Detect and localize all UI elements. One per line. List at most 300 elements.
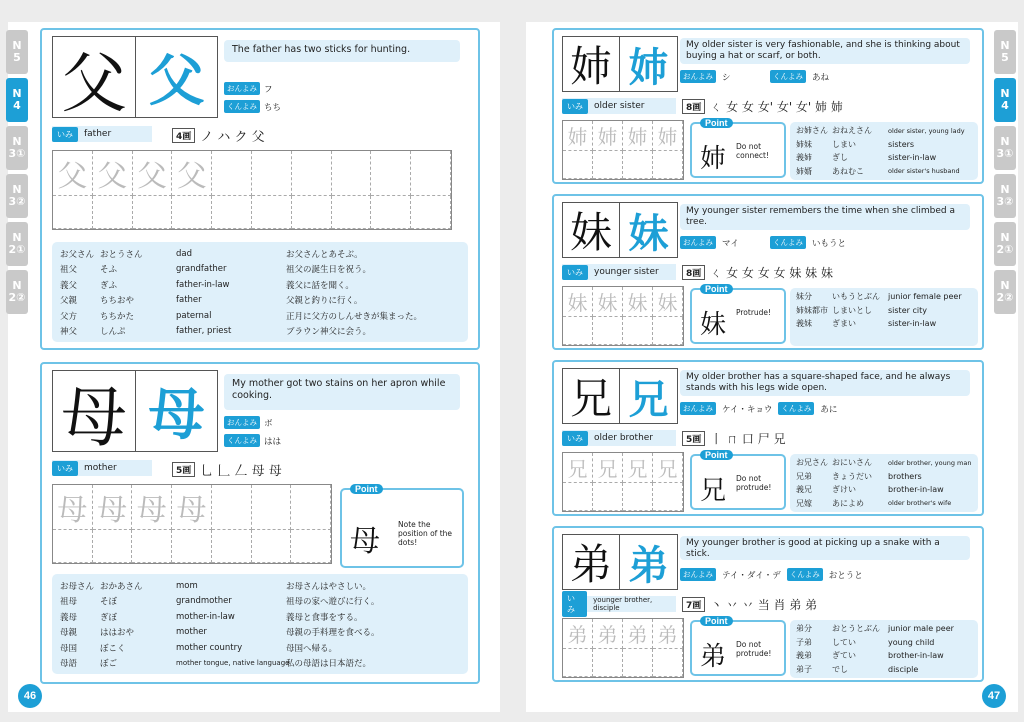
vocab-reading: そふ (100, 265, 118, 276)
readings (680, 236, 846, 249)
vocab-meaning: paternal (176, 310, 212, 321)
vocab-meaning: father-in-law (176, 279, 230, 290)
practice-cell[interactable] (291, 530, 331, 563)
practice-cell[interactable] (93, 530, 133, 563)
vocab-meaning: older sister's husband (888, 167, 960, 176)
practice-cell[interactable]: 父 (53, 151, 93, 196)
mnemonic-illustration: 母 (136, 370, 218, 452)
vocab-example: 父親と釣りに行く。 (286, 296, 363, 307)
point-title: Point (700, 616, 733, 626)
level-tab-N3②[interactable]: N 3② (6, 174, 28, 218)
practice-cell[interactable] (411, 196, 451, 229)
stroke-count: 5画 (682, 431, 705, 446)
vocab-word: 兄嫁 (796, 498, 812, 508)
stroke-sequence: ㄑ 女 女 女 女 妹 妹 妹 (710, 266, 833, 280)
vocab-word: お兄さん (796, 458, 828, 468)
vocab-meaning: mom (176, 580, 198, 591)
vocab-meaning: grandmother (176, 596, 232, 607)
practice-cell[interactable]: 兄 (623, 453, 653, 483)
vocab-row (796, 483, 972, 497)
level-tab-N3①[interactable]: N 3① (6, 126, 28, 170)
practice-cell[interactable] (332, 196, 372, 229)
vocab-reading: でし (832, 664, 848, 674)
vocab-row (796, 470, 972, 484)
vocab-meaning: grandfather (176, 264, 227, 275)
practice-cell[interactable] (53, 196, 93, 229)
point-note: Do not protrude! (736, 640, 772, 658)
practice-grid[interactable] (52, 484, 332, 564)
practice-cell[interactable] (371, 196, 411, 229)
practice-cell[interactable]: 父 (93, 151, 133, 196)
stroke-order (682, 264, 833, 281)
vocab-row (796, 138, 972, 152)
practice-cell[interactable]: 姉 (653, 121, 683, 151)
vocab-reading: ぎけい (832, 485, 856, 495)
vocab-word: 義姉 (796, 153, 812, 163)
vocab-meaning: dad (176, 248, 192, 259)
practice-cell[interactable] (623, 483, 653, 511)
practice-cell[interactable] (53, 530, 93, 563)
page-number-right: 47 (982, 684, 1006, 708)
stroke-order (682, 430, 786, 447)
point-kanji: 弟 (700, 642, 727, 672)
practice-cell[interactable]: 姉 (623, 121, 653, 151)
point-note: Do not connect! (736, 142, 769, 160)
vocab-reading: あねむこ (832, 166, 864, 176)
practice-cell[interactable] (653, 151, 683, 179)
point-kanji: 妹 (700, 310, 727, 340)
vocab-row (796, 124, 972, 138)
readings (680, 568, 863, 581)
vocab-reading: きょうだい (832, 471, 872, 481)
onyomi-label: おんよみ (680, 568, 716, 581)
practice-cell[interactable] (252, 196, 292, 229)
vocab-example: 母親の手料理を食べる。 (286, 628, 380, 639)
kanji-card-4 (552, 194, 984, 350)
level-tab-N3②[interactable]: N 3② (994, 174, 1016, 218)
vocab-row (60, 609, 460, 625)
vocab-meaning: mother country (176, 642, 243, 653)
point-note: Do not protrude! (736, 474, 772, 492)
practice-cell[interactable] (593, 151, 623, 179)
practice-cell[interactable] (653, 317, 683, 345)
kunyomi-label: くんよみ (770, 70, 806, 83)
point-box (340, 484, 464, 568)
stroke-order (172, 126, 265, 145)
practice-cell[interactable]: 妹 (563, 287, 593, 317)
meaning-label: いみ (52, 461, 78, 476)
meaning-label: いみ (562, 431, 588, 446)
kanji-card-1 (40, 28, 480, 350)
practice-cell[interactable]: 母 (93, 485, 133, 530)
practice-cell[interactable] (623, 649, 653, 677)
level-tab-N5[interactable]: N 5 (6, 30, 28, 74)
vocab-meaning: mother (176, 627, 207, 638)
vocabulary-list (52, 574, 468, 674)
point-note: Note the position of the dots! (398, 520, 453, 547)
vocab-example: 祖父の誕生日を祝う。 (286, 265, 372, 276)
vocab-reading: おにいさん (832, 458, 872, 468)
vocab-meaning: mother-in-law (176, 611, 235, 622)
stroke-order (682, 98, 843, 115)
vocab-row (60, 578, 460, 594)
onyomi-label: おんよみ (680, 70, 716, 83)
point-box (690, 450, 786, 510)
vocab-row (60, 656, 460, 672)
vocab-meaning: sister city (888, 305, 927, 315)
vocab-word: 母語 (60, 659, 78, 670)
practice-cell[interactable] (292, 151, 332, 196)
kanji-large: 姉 (562, 36, 620, 92)
meaning (562, 596, 676, 612)
vocab-word: 祖母 (60, 597, 78, 608)
vocab-meaning: sisters (888, 139, 915, 149)
mnemonic-story: My younger brother is good at picking up a snake with a stick. (680, 536, 970, 560)
vocabulary-list (790, 122, 978, 180)
practice-grid[interactable] (562, 286, 684, 346)
vocab-example: お母さんはやさしい。 (286, 581, 372, 592)
stroke-count: 4画 (172, 128, 195, 143)
onyomi-label: おんよみ (680, 402, 716, 415)
readings (680, 402, 837, 415)
vocab-row (60, 625, 460, 641)
practice-cell[interactable] (212, 530, 252, 563)
onyomi-reading: シ (722, 72, 731, 83)
level-tab-N2①[interactable]: N 2① (6, 222, 28, 266)
vocab-reading: してい (832, 637, 856, 647)
stroke-order (172, 460, 282, 479)
practice-grid[interactable] (562, 452, 684, 512)
stroke-sequence: 丨 ㄇ 口 尸 兄 (710, 432, 786, 446)
vocab-meaning: older sister, young lady (888, 126, 965, 135)
kanji-large: 弟 (562, 534, 620, 590)
stroke-sequence: ノ ハ ク 父 (200, 130, 265, 145)
practice-cell[interactable]: 母 (172, 485, 212, 530)
practice-cell[interactable]: 母 (132, 485, 172, 530)
mnemonic-illustration: 弟 (620, 534, 678, 590)
practice-cell[interactable] (133, 196, 173, 229)
practice-cell[interactable]: 弟 (623, 619, 653, 649)
kunyomi-label: くんよみ (224, 434, 260, 447)
practice-cell[interactable] (563, 151, 593, 179)
readings (680, 70, 829, 83)
vocab-row (796, 663, 972, 677)
practice-cell[interactable]: 父 (172, 151, 212, 196)
vocab-example: 祖母の家へ遊びに行く。 (286, 597, 380, 608)
vocab-reading: ちちおや (100, 296, 135, 307)
practice-cell[interactable] (172, 196, 212, 229)
mnemonic-story: My mother got two stains on her apron while cooking. (224, 374, 460, 410)
point-box (690, 284, 786, 344)
vocab-meaning: young child (888, 637, 935, 647)
meaning-text: older sister (594, 101, 645, 111)
vocab-meaning: sister-in-law (888, 319, 937, 329)
onyomi-label: おんよみ (680, 236, 716, 249)
meaning-label: いみ (562, 265, 588, 280)
page-number-left: 46 (18, 684, 42, 708)
practice-cell[interactable]: 兄 (653, 453, 683, 483)
level-tabs-right (994, 30, 1018, 318)
practice-cell[interactable] (93, 196, 133, 229)
vocab-meaning: sister-in-law (888, 153, 937, 163)
practice-cell[interactable] (252, 151, 292, 196)
onyomi-label: おんよみ (224, 416, 260, 429)
vocab-word: お姉さん (796, 126, 828, 136)
vocab-reading: ぎてい (832, 651, 856, 661)
kanji-card-5 (552, 360, 984, 516)
kanji-large: 母 (52, 370, 136, 452)
practice-cell[interactable] (593, 649, 623, 677)
level-tab-N5[interactable]: N 5 (994, 30, 1016, 74)
vocab-row (60, 324, 460, 340)
meaning (562, 430, 676, 446)
vocab-row (796, 622, 972, 636)
level-tab-N3①[interactable]: N 3① (994, 126, 1016, 170)
practice-cell[interactable] (212, 151, 252, 196)
vocab-word: 義妹 (796, 319, 812, 329)
point-box (690, 616, 786, 676)
kunyomi-reading: いもうと (812, 238, 847, 249)
onyomi-reading: マイ (722, 238, 739, 249)
vocab-example: 正月に父方のしんせきが集まった。 (286, 311, 423, 322)
practice-cell[interactable] (132, 530, 172, 563)
vocab-word: 義母 (60, 612, 78, 623)
vocab-word: 子弟 (796, 637, 812, 647)
vocab-word: 母国 (60, 643, 78, 654)
vocab-reading: しまい (832, 139, 856, 149)
stroke-sequence: 乚 𠃊 𠃋 母 母 (200, 464, 282, 479)
vocab-word: お母さん (60, 581, 95, 592)
kanji-large: 兄 (562, 368, 620, 424)
practice-cell[interactable] (172, 530, 212, 563)
kunyomi-label: くんよみ (787, 568, 823, 581)
kunyomi-label: くんよみ (770, 236, 806, 249)
meaning (52, 126, 152, 142)
vocab-example: 私の母語は日本語だ。 (286, 659, 372, 670)
stroke-count: 7画 (682, 597, 705, 612)
practice-cell[interactable]: 妹 (593, 287, 623, 317)
practice-cell[interactable] (563, 317, 593, 345)
vocab-word: 父方 (60, 311, 78, 322)
onyomi-reading: ボ (264, 418, 273, 429)
practice-cell[interactable] (563, 649, 593, 677)
vocab-reading: ぼご (100, 659, 118, 670)
practice-cell[interactable]: 妹 (653, 287, 683, 317)
vocab-word: 父親 (60, 296, 78, 307)
vocab-reading: ぼこく (100, 643, 126, 654)
practice-cell[interactable] (252, 530, 292, 563)
kunyomi-reading: おとうと (828, 570, 863, 581)
vocab-example: 義母と食事をする。 (286, 612, 363, 623)
onyomi (224, 416, 273, 429)
vocab-reading: おねえさん (832, 126, 872, 136)
practice-cell[interactable] (212, 485, 252, 530)
point-title: Point (700, 118, 733, 128)
level-tab-N4[interactable]: N 4 (6, 78, 28, 122)
practice-cell[interactable] (291, 485, 331, 530)
vocab-meaning: older brother, young man (888, 458, 972, 467)
stroke-count: 5画 (172, 462, 195, 477)
practice-cell[interactable] (292, 196, 332, 229)
vocab-meaning: older brother's wife (888, 499, 952, 508)
meaning (562, 98, 676, 114)
practice-cell[interactable]: 姉 (593, 121, 623, 151)
practice-cell[interactable]: 弟 (653, 619, 683, 649)
kunyomi-label: くんよみ (778, 402, 814, 415)
level-tab-N4[interactable]: N 4 (994, 78, 1016, 122)
mnemonic-illustration: 妹 (620, 202, 678, 258)
vocab-row (796, 497, 972, 511)
vocab-reading: ぎまい (832, 319, 856, 329)
practice-grid[interactable] (52, 150, 452, 230)
practice-cell[interactable]: 弟 (593, 619, 623, 649)
practice-cell[interactable] (653, 483, 683, 511)
kunyomi (224, 100, 281, 113)
practice-cell[interactable] (653, 649, 683, 677)
vocabulary-list (790, 620, 978, 678)
practice-cell[interactable] (563, 483, 593, 511)
vocab-meaning: brother-in-law (888, 485, 944, 495)
mnemonic-story: My younger sister remembers the time when she climbed a tree. (680, 204, 970, 230)
meaning-text: older brother (594, 433, 654, 443)
vocab-row (796, 649, 972, 663)
practice-grid[interactable] (562, 618, 684, 678)
vocab-meaning: brothers (888, 471, 922, 481)
mnemonic-story: My older sister is very fashionable, and she is thinking about buying a hat or scarf, or both. (680, 38, 970, 64)
meaning-label: いみ (52, 127, 78, 142)
practice-cell[interactable] (411, 151, 451, 196)
vocab-word: 義父 (60, 280, 78, 291)
vocab-row (796, 165, 972, 179)
stroke-order (682, 596, 817, 613)
meaning-text: younger brother, disciple (593, 596, 653, 612)
vocab-row (60, 293, 460, 309)
vocab-word: 弟分 (796, 624, 812, 634)
point-title: Point (700, 284, 733, 294)
vocab-word: お父さん (60, 249, 95, 260)
kunyomi-label: くんよみ (224, 100, 260, 113)
kunyomi-reading: ちち (264, 102, 282, 113)
vocab-meaning: junior female peer (888, 292, 962, 302)
kanji-card-3 (552, 28, 984, 184)
vocab-word: 妹分 (796, 292, 812, 302)
practice-cell[interactable] (212, 196, 252, 229)
practice-cell[interactable] (252, 485, 292, 530)
onyomi-reading: ケイ・キョウ (722, 404, 773, 415)
practice-cell[interactable]: 兄 (593, 453, 623, 483)
vocab-reading: しんぷ (100, 327, 126, 338)
vocab-reading: いもうとぶん (832, 292, 880, 302)
kunyomi-reading: はは (264, 436, 282, 447)
vocab-word: 兄弟 (796, 471, 812, 481)
meaning-text: younger sister (594, 267, 659, 277)
stroke-sequence: 丶 丷 丷 当 肖 弟 弟 (710, 598, 818, 612)
kanji-large: 父 (52, 36, 136, 118)
point-kanji: 姉 (700, 144, 727, 174)
vocab-row (796, 636, 972, 650)
vocab-row (796, 304, 972, 318)
vocab-row (60, 246, 460, 262)
vocab-word: 母親 (60, 628, 78, 639)
point-note: Protrude! (736, 308, 772, 317)
meaning-text: mother (84, 463, 117, 473)
practice-cell[interactable] (623, 317, 653, 345)
level-tabs-left (6, 30, 30, 318)
practice-cell[interactable]: 弟 (563, 619, 593, 649)
vocab-example: 義父に話を聞く。 (286, 280, 354, 291)
vocab-reading: ちちかた (100, 311, 135, 322)
vocab-reading: しまいとし (832, 305, 872, 315)
vocab-row (796, 317, 972, 331)
practice-cell[interactable] (593, 317, 623, 345)
vocab-reading: ぎふ (100, 280, 118, 291)
level-tab-N2①[interactable]: N 2① (994, 222, 1016, 266)
point-title: Point (700, 450, 733, 460)
meaning-label: いみ (562, 99, 588, 114)
point-kanji: 兄 (700, 476, 727, 506)
vocab-row (60, 277, 460, 293)
meaning (562, 264, 676, 280)
vocab-row (60, 640, 460, 656)
vocab-meaning: father (176, 295, 202, 306)
practice-cell[interactable]: 母 (53, 485, 93, 530)
vocab-word: 義弟 (796, 651, 812, 661)
vocab-word: 義兄 (796, 485, 812, 495)
practice-cell[interactable] (371, 151, 411, 196)
practice-cell[interactable]: 姉 (563, 121, 593, 151)
vocab-row (60, 308, 460, 324)
onyomi (224, 82, 273, 95)
vocab-word: 神父 (60, 327, 78, 338)
vocab-word: 姉婿 (796, 166, 812, 176)
vocab-reading: ぎし (832, 153, 848, 163)
onyomi-reading: テイ・ダイ・デ (722, 570, 781, 581)
practice-cell[interactable]: 兄 (563, 453, 593, 483)
vocab-reading: おとうさん (100, 249, 143, 260)
vocab-row (796, 456, 972, 470)
vocab-row (796, 290, 972, 304)
practice-cell[interactable] (332, 151, 372, 196)
kanji-large: 妹 (562, 202, 620, 258)
vocab-reading: おとうとぶん (832, 624, 880, 634)
level-tab-N2②[interactable]: N 2② (994, 270, 1016, 314)
practice-cell[interactable] (623, 151, 653, 179)
vocab-reading: おかあさん (100, 581, 143, 592)
stroke-sequence: ㄑ 女 女 女' 女' 女' 姉 姉 (710, 100, 843, 114)
vocab-word: 祖父 (60, 265, 78, 276)
point-box (690, 118, 786, 178)
kanji-card-2 (40, 362, 480, 684)
practice-cell[interactable] (593, 483, 623, 511)
vocab-word: 姉妹都市 (796, 305, 828, 315)
practice-grid[interactable] (562, 120, 684, 180)
vocab-example: 母国へ帰る。 (286, 643, 338, 654)
vocab-reading: あによめ (832, 498, 864, 508)
vocabulary-list (790, 288, 978, 346)
vocab-reading: ははおや (100, 628, 135, 639)
mnemonic-story: The father has two sticks for hunting. (224, 40, 460, 62)
practice-cell[interactable]: 父 (133, 151, 173, 196)
mnemonic-illustration: 父 (136, 36, 218, 118)
meaning-label: いみ (562, 591, 587, 617)
practice-cell[interactable]: 妹 (623, 287, 653, 317)
point-title: Point (350, 484, 383, 494)
vocab-meaning: brother-in-law (888, 651, 944, 661)
vocabulary-list (790, 454, 978, 512)
level-tab-N2②[interactable]: N 2② (6, 270, 28, 314)
meaning (52, 460, 152, 476)
stroke-count: 8画 (682, 265, 705, 280)
